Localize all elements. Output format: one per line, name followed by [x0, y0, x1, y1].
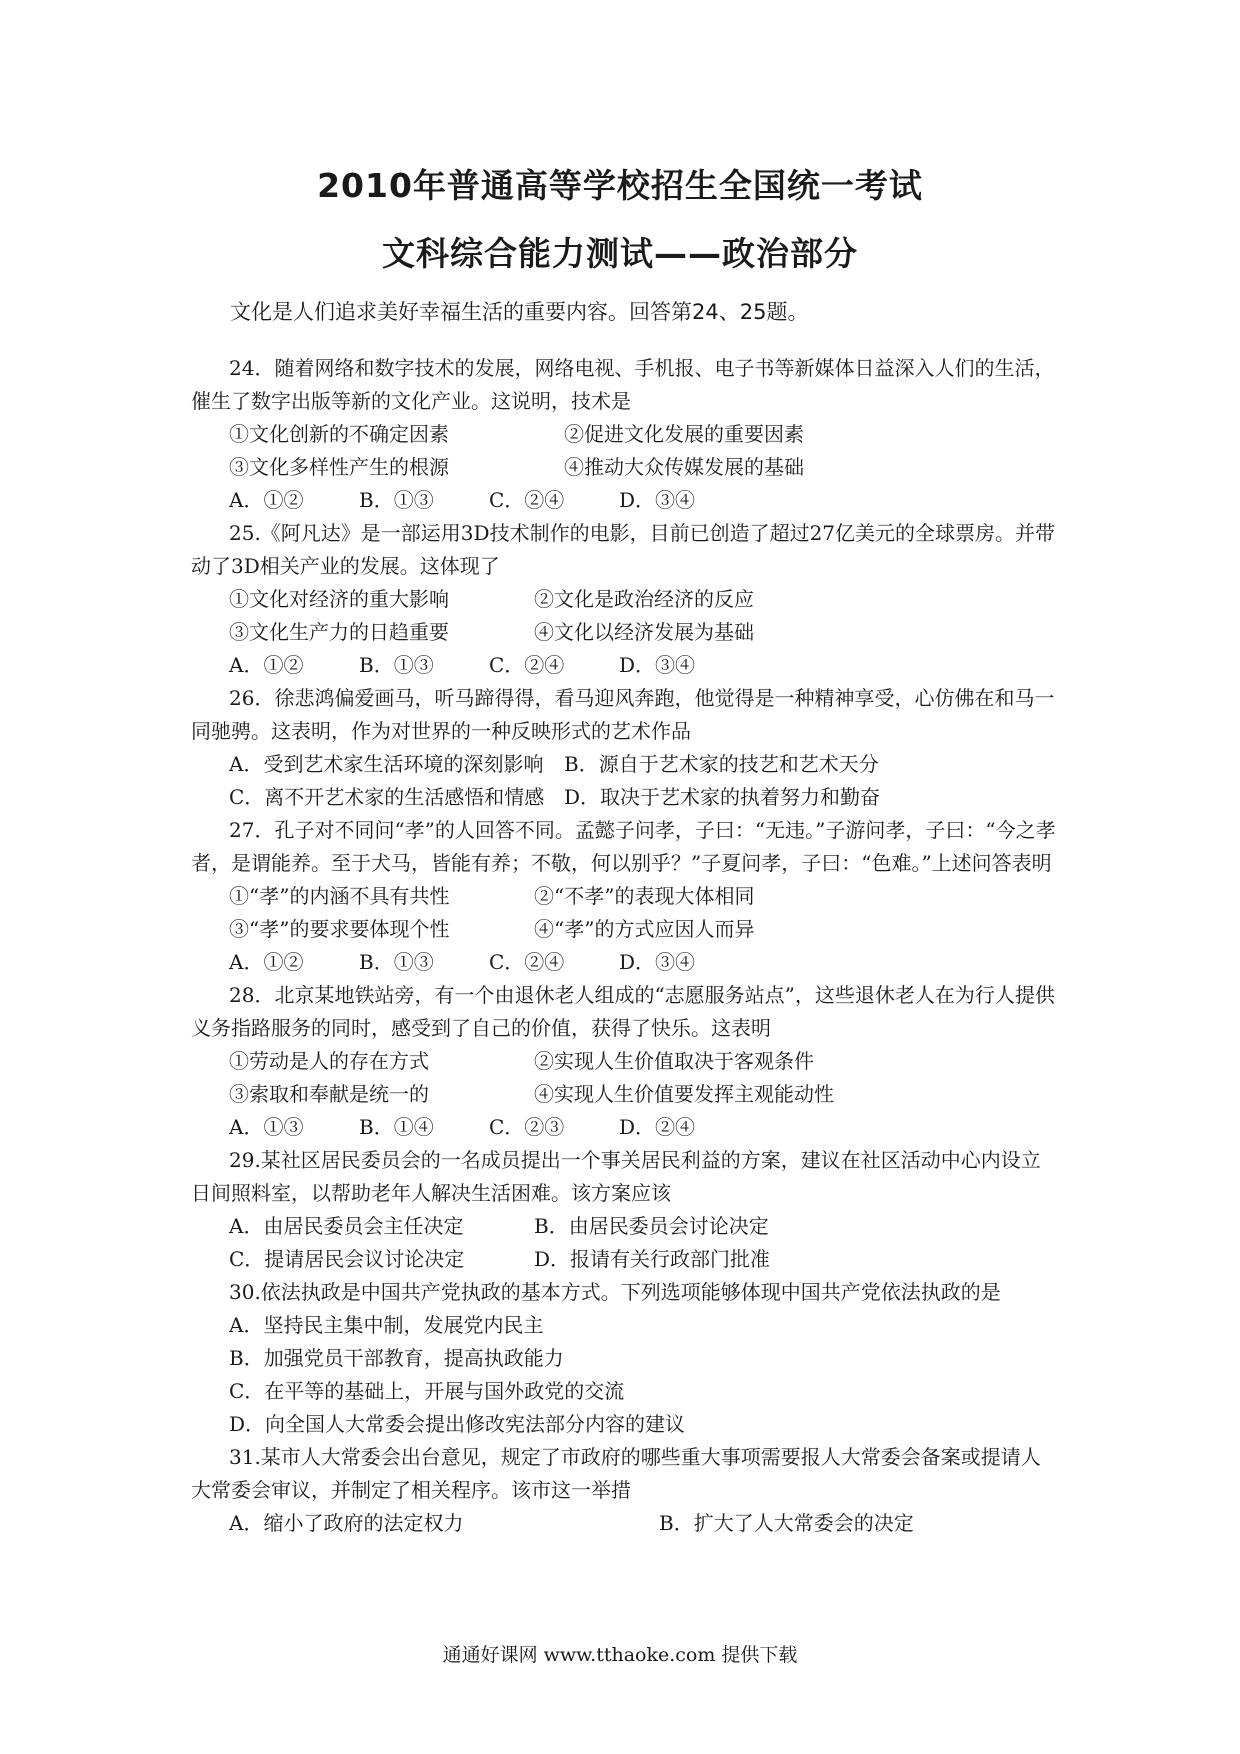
question-25-answers — [191, 649, 1059, 682]
answer-d: D．②④ — [619, 1115, 696, 1139]
question-28-answers — [191, 1111, 1059, 1144]
question-27-stem: 27．孔子对不同问“孝”的人回答不同。孟懿子问孝，子曰：“无违。”子游问孝，子曰：“今之孝者，是谓能养。至于犬马，皆能有养；不敬，何以别乎？”子夏问孝，子曰：“色难。”上述问答表明 — [191, 818, 1056, 875]
question-30-option-b: B．加强党员干部教育，提高执政能力 — [229, 1346, 564, 1370]
option: ②“不孝”的表现大体相同 — [534, 884, 755, 908]
question-27-answers — [191, 946, 1059, 979]
question-31-stem: 31.某市人大常委会出台意见，规定了市政府的哪些重大事项需要报人大常委会备案或提请人大常委会审议，并制定了相关程序。该市这一举措 — [191, 1445, 1041, 1502]
answer-b: B．①③ — [359, 950, 434, 974]
exam-subtitle: 文科综合能力测试——政治部分 — [382, 234, 858, 273]
option: B．扩大了人大常委会的决定 — [659, 1511, 914, 1535]
question-31-options-row1 — [191, 1507, 1059, 1540]
questions — [191, 352, 1059, 1540]
question-30-option-c: C．在平等的基础上，开展与国外政党的交流 — [229, 1379, 625, 1403]
exam-title: 2010年普通高等学校招生全国统一考试 — [317, 166, 923, 205]
option: D．报请有关行政部门批准 — [534, 1247, 771, 1271]
answer-b: B．①③ — [359, 653, 434, 677]
question-25-stem: 25.《阿凡达》是一部运用3D技术制作的电影，目前已创造了超过27亿美元的全球票房。并带动了3D相关产业的发展。这体现了 — [191, 521, 1056, 578]
question-28-stem: 28．北京某地铁站旁，有一个由退休老人组成的“志愿服务站点”，这些退休老人在为行人提供义务指路服务的同时，感受到了自己的价值，获得了快乐。这表明 — [191, 983, 1055, 1040]
answer-d: D．③④ — [619, 488, 696, 512]
option: ②促进文化发展的重要因素 — [564, 422, 804, 446]
question-26-stem: 26．徐悲鸿偏爱画马，听马蹄得得，看马迎风奔跑，他觉得是一种精神享受，心仿佛在和马一同驰骋。这表明，作为对世界的一种反映形式的艺术作品 — [191, 686, 1055, 743]
question-29-stem: 29.某社区居民委员会的一名成员提出一个事关居民利益的方案，建议在社区活动中心内设立日间照料室，以帮助老年人解决生活困难。该方案应该 — [191, 1148, 1041, 1205]
option: C．离不开艺术家的生活感悟和情感 — [229, 785, 545, 809]
question-29-options-row2 — [191, 1243, 1059, 1276]
answer-a: A．①② — [229, 950, 304, 974]
answer-b: B．①④ — [359, 1115, 434, 1139]
answer-c: C．②④ — [489, 950, 565, 974]
answer-c: C．②④ — [489, 488, 565, 512]
option: ①文化对经济的重大影响 — [229, 587, 449, 611]
page-footer: 通通好课网 www.tthaoke.com 提供下载 — [442, 1644, 798, 1666]
option: C．提请居民会议讨论决定 — [229, 1247, 465, 1271]
option: ①劳动是人的存在方式 — [229, 1049, 429, 1073]
question-28-options-row2 — [191, 1078, 1059, 1111]
question-28-options-row1 — [191, 1045, 1059, 1078]
answer-b: B．①③ — [359, 488, 434, 512]
option: ③索取和奉献是统一的 — [229, 1082, 429, 1106]
option: ③“孝”的要求要体现个性 — [229, 917, 450, 941]
question-24-options-row2 — [191, 451, 1059, 484]
option: ④推动大众传媒发展的基础 — [564, 455, 804, 479]
option: B．由居民委员会讨论决定 — [534, 1214, 769, 1238]
question-29-options-row1 — [191, 1210, 1059, 1243]
option: ②文化是政治经济的反应 — [534, 587, 754, 611]
answer-a: A．①② — [229, 488, 304, 512]
option: ①文化创新的不确定因素 — [229, 422, 449, 446]
question-25-options-row2 — [191, 616, 1059, 649]
question-30-option-a: A．坚持民主集中制，发展党内民主 — [229, 1313, 544, 1337]
question-24-options-row1 — [191, 418, 1059, 451]
answer-d: D．③④ — [619, 653, 696, 677]
question-30-option-d: D．向全国人大常委会提出修改宪法部分内容的建议 — [229, 1412, 686, 1436]
option: D．取决于艺术家的执着努力和勤奋 — [564, 785, 881, 809]
option: ③文化多样性产生的根源 — [229, 455, 449, 479]
option: ③文化生产力的日趋重要 — [229, 620, 449, 644]
option: A．由居民委员会主任决定 — [229, 1214, 464, 1238]
option: ②实现人生价值取决于客观条件 — [534, 1049, 814, 1073]
question-27-options-row1 — [191, 880, 1059, 913]
option: ④“孝”的方式应因人而异 — [534, 917, 755, 941]
answer-a: A．①③ — [229, 1115, 304, 1139]
question-26-options-row2 — [191, 781, 1059, 814]
question-26-options-row1 — [191, 748, 1059, 781]
answer-c: C．②④ — [489, 653, 565, 677]
question-27-options-row2 — [191, 913, 1059, 946]
option: A．缩小了政府的法定权力 — [229, 1511, 464, 1535]
question-24-answers — [191, 484, 1059, 517]
question-30-stem: 30.依法执政是中国共产党执政的基本方式。下列选项能够体现中国共产党依法执政的是 — [229, 1280, 1001, 1304]
option: ④实现人生价值要发挥主观能动性 — [534, 1082, 834, 1106]
answer-c: C．②③ — [489, 1115, 565, 1139]
section-intro: 文化是人们追求美好幸福生活的重要内容。回答第24、25题。 — [230, 300, 809, 324]
answer-d: D．③④ — [619, 950, 696, 974]
answer-a: A．①② — [229, 653, 304, 677]
option: ①“孝”的内涵不具有共性 — [229, 884, 450, 908]
option: B．源自于艺术家的技艺和艺术天分 — [564, 752, 879, 776]
option: A．受到艺术家生活环境的深刻影响 — [229, 752, 544, 776]
question-24-stem: 24．随着网络和数字技术的发展，网络电视、手机报、电子书等新媒体日益深入人们的生活，催生了数字出版等新的文化产业。这说明，技术是 — [191, 356, 1055, 413]
question-25-options-row1 — [191, 583, 1059, 616]
option: ④文化以经济发展为基础 — [534, 620, 754, 644]
